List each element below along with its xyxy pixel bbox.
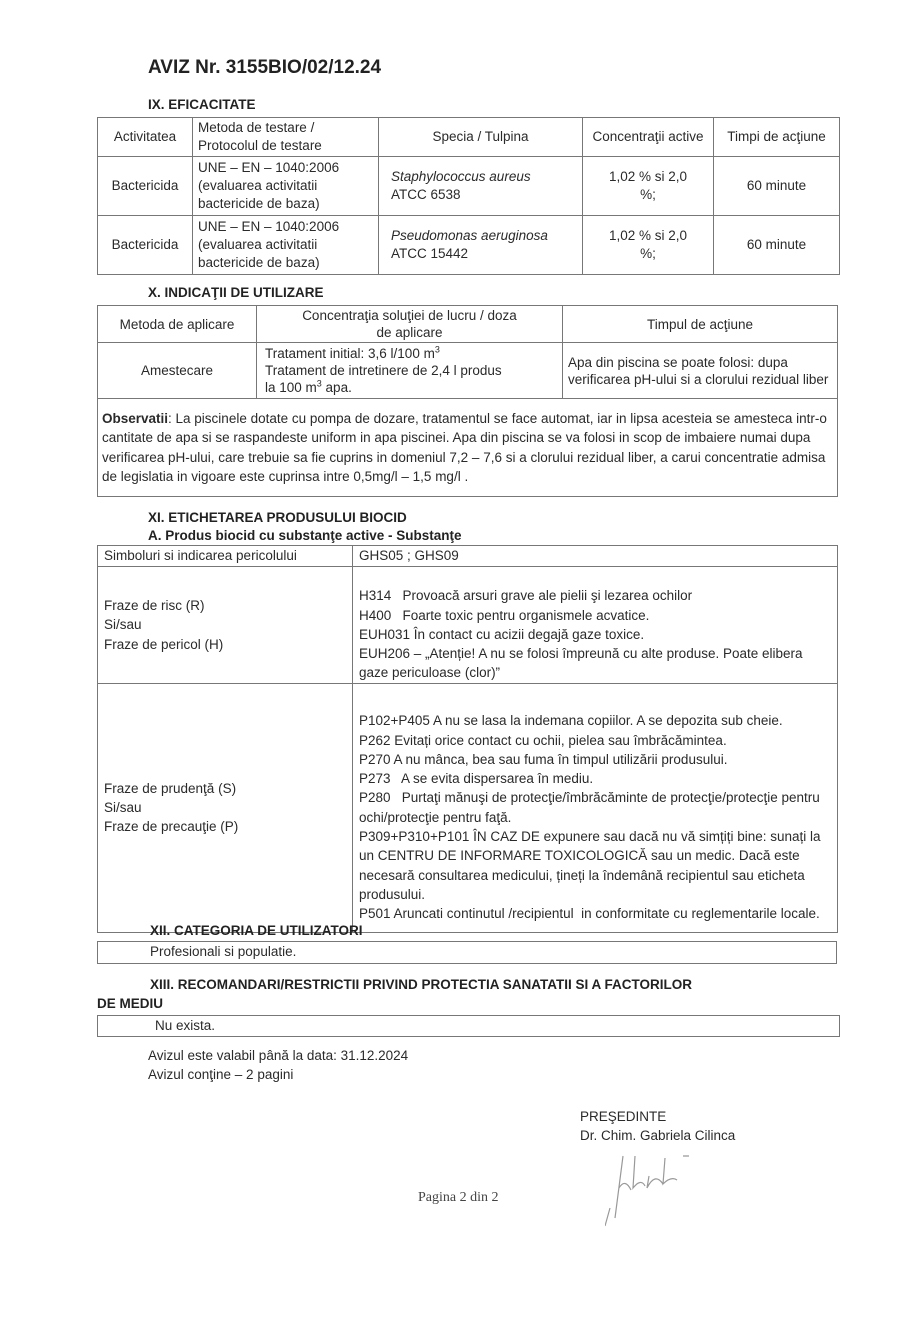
user-category-box [97, 941, 837, 964]
label-line: Si/sau [104, 617, 142, 633]
superscript: 3 [434, 344, 440, 355]
precaution-statement: P262 Evitați orice contact cu ochii, pielea sau îmbrăcămintea. [359, 732, 727, 748]
species-strain: ATCC 15442 [391, 246, 469, 261]
label-line: Si/sau [104, 800, 142, 816]
header-cell: Timpul de acţiune [563, 306, 838, 343]
method-cell: UNE – EN – 1040:2006 (evaluarea activitatii bactericide de baza) [193, 216, 379, 275]
time-cell: Apa din piscina se poate folosi: dupa verificarea pH-ului si a clorului rezidual liber [563, 343, 838, 399]
section-ix-heading: IX. EFICACITATE [148, 97, 256, 112]
label-cell [98, 683, 353, 932]
table-header-row [98, 118, 840, 157]
table-row [98, 343, 838, 399]
activity-cell: Bactericida [98, 216, 193, 275]
header-cell: Metoda de aplicare [98, 306, 257, 343]
table-row [98, 546, 838, 567]
table-row [98, 683, 838, 932]
label-line: Fraze de pericol (H) [104, 636, 224, 652]
label-cell [98, 567, 353, 684]
recommendations-value: Nu exista. [155, 1018, 216, 1033]
concentration-cell: 1,02 % si 2,0 %; [583, 216, 714, 275]
method-cell: Amestecare [98, 343, 257, 399]
value-cell [353, 683, 838, 932]
page-footer: Pagina 2 din 2 [418, 1190, 499, 1205]
table-row [98, 157, 840, 216]
observations-row [98, 399, 838, 497]
signatory-name: Dr. Chim. Gabriela Cilinca [580, 1128, 736, 1143]
usage-table [97, 305, 838, 497]
signature-image [605, 1148, 725, 1228]
species-strain: ATCC 6538 [391, 187, 461, 202]
label-line: Fraze de risc (R) [104, 597, 205, 613]
value-cell: GHS05 ; GHS09 [353, 546, 838, 567]
document-title: AVIZ Nr. 3155BIO/02/12.24 [148, 57, 382, 78]
time-cell: 60 minute [714, 157, 840, 216]
species-cell [379, 216, 583, 275]
concentration-cell: 1,02 % si 2,0 %; [583, 157, 714, 216]
dose-line: apa. [321, 380, 352, 395]
validity-text: Avizul este valabil până la data: 31.12.2024 [148, 1048, 409, 1063]
superscript: 3 [316, 378, 322, 389]
hazard-statement: EUH031 În contact cu acizii degajă gaze toxice. [359, 626, 645, 642]
value-cell [353, 567, 838, 684]
species-cell [379, 157, 583, 216]
signatory-role: PREŞEDINTE [580, 1109, 667, 1124]
header-cell: Specia / Tulpina [379, 118, 583, 157]
header-cell: Concentraţii active [583, 118, 714, 157]
precaution-statement: P102+P405 A nu se lasa la indemana copiilor. A se depozita sub cheie. [359, 713, 783, 729]
hazard-statement: H314 Provoacă arsuri grave ale pielii şi lezarea ochilor [359, 588, 693, 604]
header-cell: Metoda de testare / Protocolul de testare [193, 118, 379, 157]
table-header-row [98, 306, 838, 343]
precaution-statement: P280 Purtaţi mănuşi de protecţie/îmbrăcăminte de protecţie/protecţie pentru ochi/protecţie pentru faţă. [359, 790, 824, 825]
label-cell: Simboluri si indicarea pericolului [98, 546, 353, 567]
label-line: Fraze de prudenţă (S) [104, 780, 237, 796]
precaution-statement: P501 Aruncati continutul /recipientul in conformitate cu reglementarile locale. [359, 906, 820, 922]
table-row [98, 216, 840, 275]
recommendations-box [97, 1015, 840, 1037]
pages-note: Avizul conţine – 2 pagini [148, 1067, 294, 1082]
section-xiii-heading: XIII. RECOMANDARI/RESTRICTII PRIVIND PROTECTIA SANATATII SI A FACTORILOR [150, 977, 693, 992]
header-cell: Timpi de acţiune [714, 118, 840, 157]
dose-line: Tratament initial: 3,6 l/100 m [265, 346, 435, 361]
species-name: Staphylococcus aureus [391, 169, 531, 184]
time-cell: 60 minute [714, 216, 840, 275]
precaution-statement: P273 A se evita dispersarea în mediu. [359, 771, 594, 787]
method-cell: UNE – EN – 1040:2006 (evaluarea activitatii bactericide de baza) [193, 157, 379, 216]
hazard-statement: EUH206 – „Atenție! A nu se folosi împreună cu alte produse. Poate elibera gaze periculoase (clor)” [359, 646, 807, 681]
efficacy-table [97, 117, 840, 275]
precaution-statement: P270 A nu mânca, bea sau fuma în timpul utilizării produsului. [359, 751, 728, 767]
user-category-value: Profesionali si populatie. [150, 944, 297, 959]
header-cell: Concentraţia soluţiei de lucru / doza de aplicare [257, 306, 563, 343]
observations-text: : La piscinele dotate cu pompa de dozare, tratamentul se face automat, iar in lipsa acesteia se amesteca intr-o cantitate de apa si se raspandeste uniform in apa piscinei. Apa din piscina se va folosi in scop de imbaiere numai dupa verificarea pH-ului, care trebuie sa fie cuprins in domeniul 7,2 – 7,6 si a clorului rezidual liber, a carui concentratie admisa de legislatia in vigoare este cuprinsa intre 0,5mg/l – 1,5 mg/l . [102, 410, 827, 484]
dose-cell [257, 343, 563, 399]
precaution-statement: P309+P310+P101 ÎN CAZ DE expunere sau dacă nu vă simțiți bine: sunați la un CENTRU DE INFORMARE TOXICOLOGICĂ sau un medic. Dacă este necesară consultarea medicului, țineți la îndemână recipientul sau eticheta produsului. [359, 829, 825, 902]
section-xii-heading: XII. CATEGORIA DE UTILIZATORI [150, 923, 363, 938]
section-xi-subheading: A. Produs biocid cu substanţe active - Substanţe [148, 528, 462, 543]
labeling-table [97, 545, 838, 933]
activity-cell: Bactericida [98, 157, 193, 216]
dose-line: Tratament de intretinere de 2,4 l produs [265, 363, 502, 378]
hazard-statement: H400 Foarte toxic pentru organismele acvatice. [359, 607, 650, 623]
section-xiii-heading-cont: DE MEDIU [97, 996, 164, 1011]
dose-line: la 100 m [265, 380, 317, 395]
section-xi-heading: XI. ETICHETAREA PRODUSULUI BIOCID [148, 510, 407, 525]
section-x-heading: X. INDICAŢII DE UTILIZARE [148, 285, 324, 300]
observations-label: Observatii [102, 410, 169, 426]
header-cell: Activitatea [98, 118, 193, 157]
observations-cell [98, 399, 838, 497]
table-row [98, 567, 838, 684]
label-line: Fraze de precauţie (P) [104, 819, 239, 835]
species-name: Pseudomonas aeruginosa [391, 228, 548, 243]
